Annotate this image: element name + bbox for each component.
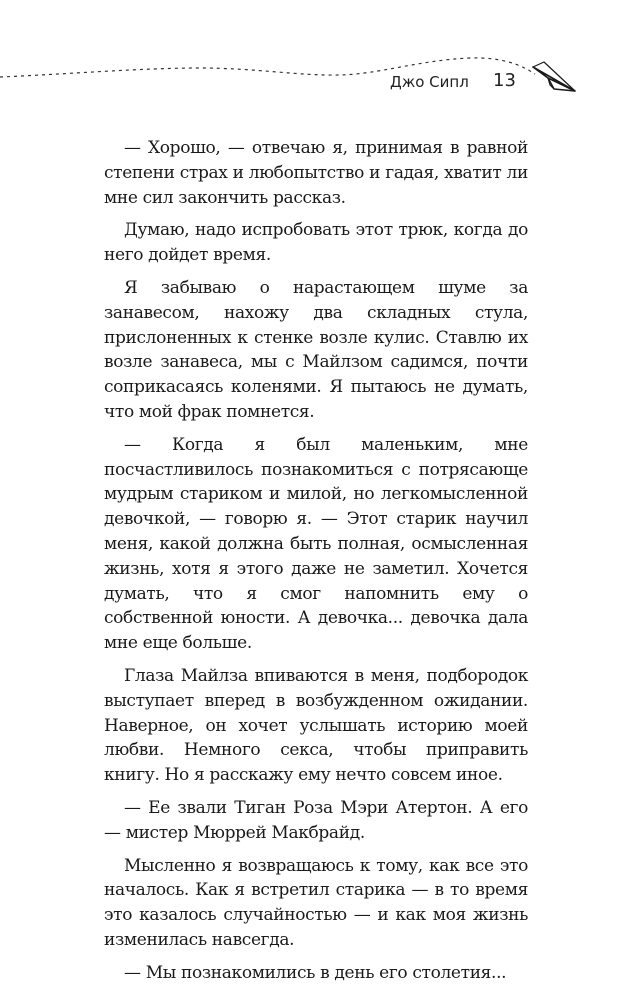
paragraph: — Когда я был маленьким, мне посчастливилось познакомиться с потрясающе мудрым стариком и милой, но легкомысленной девочкой, — говорю я. — Этот старик научил меня, какой должна быть полная, осмысленная жизнь, хотя я этого даже не заметил. Хочется думать, что я смог напомнить ему о собственной юности. А девочка... девочка дала мне еще больше. (104, 434, 528, 654)
paper-plane-icon (530, 56, 578, 96)
paragraph: Глаза Майлза впиваются в меня, подбородок выступает вперед в возбужденном ожидании. Наверное, он хочет услышать историю моей любви. Немного секса, чтобы приправить книгу. Но я расскажу ему нечто совсем иное. (104, 665, 528, 786)
paragraph: Мысленно я возвращаюсь к тому, как все это началось. Как я встретил старика — в то время это казалось случайностью — и как моя жизнь изменилась навсегда. (104, 855, 528, 950)
paragraph: — Хорошо, — отвечаю я, принимая в равной степени страх и любопытство и гадая, хватит ли мне сил закончить рассказ. (104, 138, 528, 208)
paragraph: — Ее звали Тиган Роза Мэри Атертон. А его — мистер Мюррей Макбрайд. (104, 797, 528, 843)
body-text (104, 136, 528, 986)
running-header-author: Джо Сипл (390, 73, 469, 91)
paragraph: Я забываю о нарастающем шуме за занавесом, нахожу два складных стула, прислоненных к стенке возле кулис. Ставлю их возле занавеса, мы с Майлзом садимся, почти соприкасаясь коленями. Я пытаюсь не думать, что мой фрак помнется. (104, 277, 528, 422)
paragraph: — Мы познакомились в день его столетия... (124, 962, 507, 983)
page-number: 13 (493, 70, 516, 91)
paragraph: Думаю, надо испробовать этот трюк, когда до него дойдет время. (104, 220, 528, 266)
